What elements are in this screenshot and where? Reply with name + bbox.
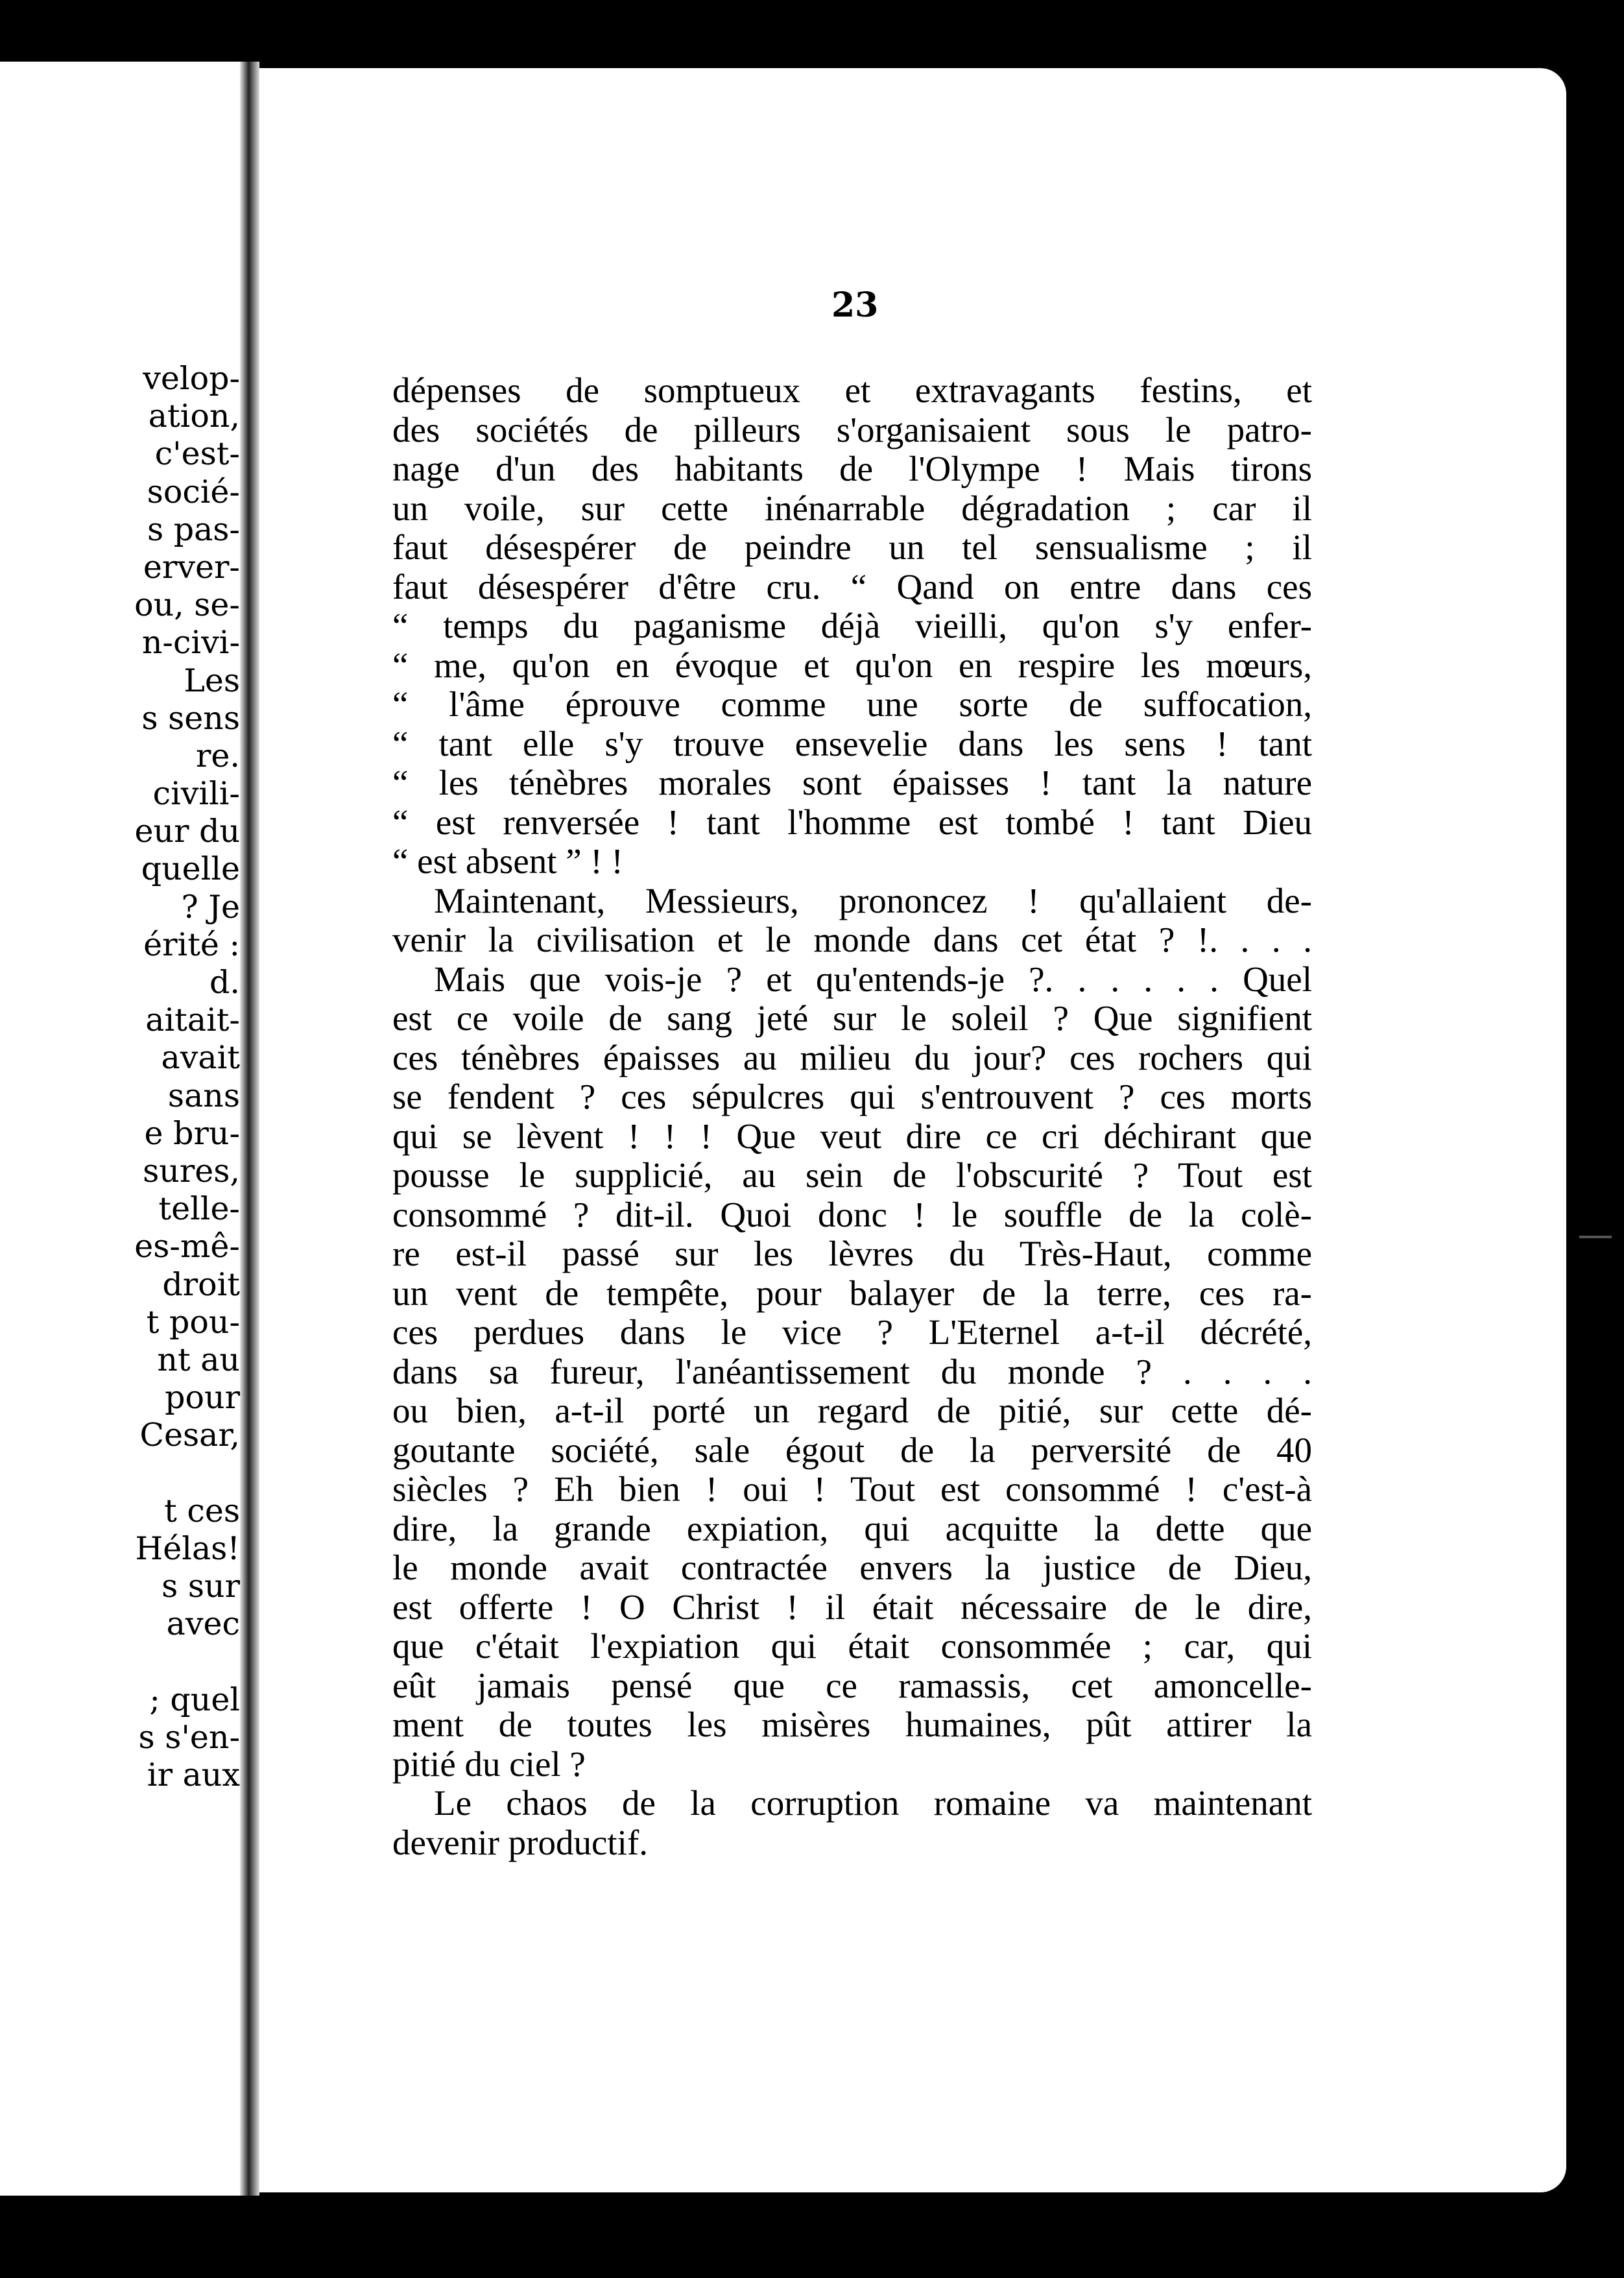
previous-page-line: telle- [158,1190,240,1228]
previous-page-line: es-mê- [134,1228,240,1265]
text-line: le monde avait contractée envers la justice de Dieu, [392,1548,1312,1587]
previous-page-line: ation, [148,398,240,435]
previous-page-line: e bru- [144,1114,240,1152]
previous-page-line: Hélas! [135,1529,240,1567]
text-line: pousse le supplicié, au sein de l'obscurité ? Tout est [392,1155,1312,1195]
text-line: “ est absent ” ! ! [392,841,623,881]
previous-page-line: s pas- [147,510,240,548]
text-line: dans sa fureur, l'anéantissement du monde ? . . . . [392,1351,1312,1391]
text-line: Maintenant, Messieurs, prononcez ! qu'allaient de- [434,880,1312,920]
text-line: siècles ? Eh bien ! oui ! Tout est consommé ! c'est-à [392,1469,1312,1509]
previous-page-line: ou, se- [134,586,240,624]
text-line: que c'était l'expiation qui était consommée ; car, qui [392,1626,1312,1666]
text-line: eût jamais pensé que ce ramassis, cet amoncelle- [392,1665,1312,1705]
text-line: goutante société, sale égout de la perversité de 40 [392,1430,1312,1470]
text-line: “ les ténèbres morales sont épaisses ! tant la nature [392,763,1312,802]
previous-page-line: pour [165,1379,240,1417]
text-line: un vent de tempête, pour balayer de la terre, ces ra- [392,1273,1312,1313]
previous-page-line: n-civi- [141,624,240,662]
text-line: est offerte ! O Christ ! il était nécessaire de le dire, [392,1587,1312,1627]
previous-page-line: avec [166,1605,240,1643]
text-line: ment de toutes les misères humaines, pût attirer la [392,1705,1312,1744]
previous-page-line: ir aux [147,1756,240,1793]
book-binding [240,62,259,2196]
previous-page-line: velop- [143,360,240,397]
previous-page-line: d. [209,964,240,1001]
previous-page-line: t pou- [146,1303,240,1341]
text-line: “ me, qu'on en évoque et qu'on en respire les mœurs, [392,645,1312,685]
previous-page-line: t ces [164,1492,240,1529]
previous-page-line: quelle [141,850,240,888]
previous-page-line [0,1643,240,1681]
previous-page-line: aitait- [145,1001,240,1039]
text-line: nage d'un des habitants de l'Olympe ! Mais tirons [392,449,1312,488]
text-line: venir la civilisation et le monde dans cet état ? !. . . . [392,920,1312,959]
page-number: 23 [831,285,879,325]
text-line: se fendent ? ces sépulcres qui s'entrouvent ? ces morts [392,1077,1312,1116]
previous-page-line [0,1454,240,1492]
body-text [392,371,1312,1862]
previous-page-line: droit [162,1265,240,1303]
text-line: Le chaos de la corruption romaine va maintenant [434,1783,1312,1823]
previous-page-line: sans [167,1077,240,1114]
text-line: ou bien, a-t-il porté un regard de pitié, sur cette dé- [392,1391,1312,1430]
text-line: ces ténèbres épaisses au milieu du jour? ces rochers qui [392,1037,1312,1077]
text-line: “ tant elle s'y trouve ensevelie dans les sens ! tant [392,723,1312,763]
text-line: devenir productif. [392,1822,649,1862]
previous-page-line: civili- [152,775,240,813]
previous-page-line: avait [161,1039,240,1077]
previous-page-line: re. [196,737,240,774]
text-line: faut désespérer de peindre un tel sensualisme ; il [392,527,1312,567]
margin-mark [1579,1236,1612,1238]
previous-page-line: socié- [147,473,240,510]
previous-page-line: s sur [161,1568,240,1605]
text-line: pitié du ciel ? [392,1744,586,1784]
text-line: ces perdues dans le vice ? L'Eternel a-t-il décrété, [392,1312,1312,1352]
previous-page-line: eur du [134,813,240,850]
text-line: re est-il passé sur les lèvres du Très-Haut, comme [392,1234,1312,1273]
text-line: un voile, sur cette inénarrable dégradation ; car il [392,488,1312,528]
text-line: “ temps du paganisme déjà vieilli, qu'on s'y enfer- [392,606,1312,645]
previous-page-line: s s'en- [138,1718,240,1756]
text-line: faut désespérer d'être cru. “ Qand on entre dans ces [392,566,1312,606]
text-line: qui se lèvent ! ! ! Que veut dire ce cri déchirant que [392,1116,1312,1156]
text-line: est ce voile de sang jeté sur le soleil ? Que signifient [392,998,1312,1038]
text-line: consommé ? dit-il. Quoi donc ! le souffle de la colè- [392,1194,1312,1234]
previous-page-line: Les [184,662,240,699]
text-line: “ est renversée ! tant l'homme est tombé ! tant Dieu [392,802,1312,842]
previous-page-line: érité : [143,926,240,963]
previous-page-line: nt au [157,1341,240,1378]
previous-page-line: erver- [143,548,240,586]
previous-page-line: s sens [141,699,240,737]
text-line: “ l'âme éprouve comme une sorte de suffocation, [392,684,1312,724]
previous-page-line: sures, [143,1152,240,1190]
previous-page-line: Cesar, [139,1417,240,1454]
previous-page-text [0,360,240,1794]
previous-page-line: ; quel [149,1681,240,1718]
text-line: Mais que vois-je ? et qu'entends-je ?. . . . . . Quel [434,959,1312,999]
previous-page-line: ? Je [181,888,240,926]
text-line: dire, la grande expiation, qui acquitte la dette que [392,1508,1312,1548]
text-line: dépenses de somptueux et extravagants festins, et [392,370,1312,410]
previous-page-line: c'est- [154,435,240,473]
text-line: des sociétés de pilleurs s'organisaient sous le patro- [392,409,1312,450]
